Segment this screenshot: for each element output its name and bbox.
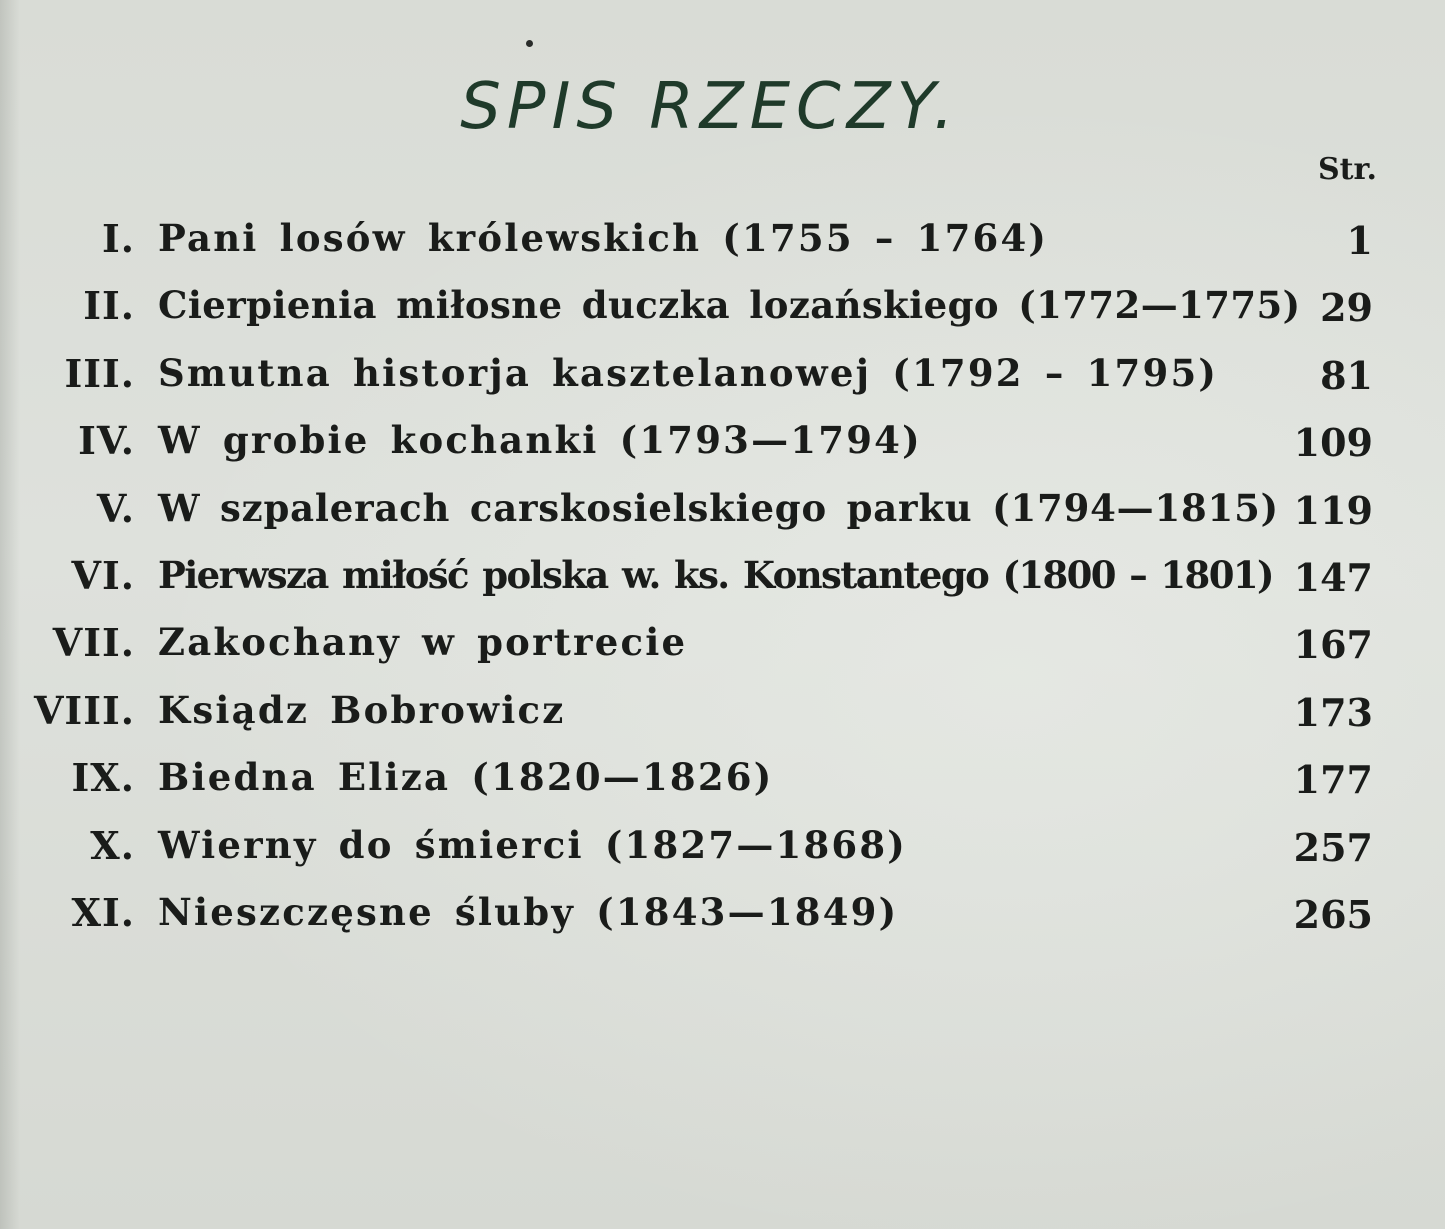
chapter-page-number: 109	[1293, 420, 1373, 466]
chapter-numeral: VIII.	[33, 687, 135, 733]
chapter-page-number: 1	[1346, 218, 1373, 263]
chapter-title: Cierpienia miłosne duczka lozańskiego (1772—1775)	[158, 283, 1301, 328]
ornament-dot	[526, 40, 533, 47]
toc-entry	[0, 682, 1445, 749]
toc-entry	[0, 547, 1445, 614]
toc-entry	[0, 210, 1445, 277]
toc-entry	[0, 480, 1445, 547]
chapter-page-number: 257	[1293, 824, 1373, 870]
table-of-contents	[0, 210, 1445, 951]
chapter-title: Smutna historja kasztelanowej (1792 – 1795)	[158, 350, 1219, 395]
toc-entry	[0, 345, 1445, 412]
toc-entry	[0, 412, 1445, 479]
chapter-page-number: 147	[1293, 554, 1373, 600]
chapter-numeral: IV.	[78, 418, 135, 464]
chapter-page-number: 29	[1320, 285, 1373, 331]
chapter-page-number: 81	[1320, 352, 1373, 398]
chapter-title: W szpalerach carskosielskiego parku (1794—1815)	[158, 485, 1279, 530]
page-column-label: Str.	[1317, 152, 1377, 187]
page-title: SPIS RZECZY.	[460, 70, 960, 144]
toc-entry	[0, 817, 1445, 884]
chapter-page-number: 265	[1293, 891, 1373, 937]
chapter-title: Pani losów królewskich (1755 – 1764)	[158, 216, 1049, 260]
chapter-numeral: II.	[83, 283, 135, 329]
chapter-page-number: 173	[1293, 689, 1373, 735]
chapter-page-number: 167	[1293, 622, 1373, 668]
chapter-title: Nieszczęsne śluby (1843—1849)	[158, 889, 899, 934]
chapter-numeral: VI.	[71, 552, 135, 598]
toc-entry	[0, 614, 1445, 681]
chapter-numeral: III.	[64, 350, 135, 396]
chapter-numeral: X.	[90, 822, 135, 868]
chapter-numeral: V.	[96, 485, 135, 531]
chapter-page-number: 177	[1293, 757, 1373, 803]
chapter-title: Zakochany w portrecie	[158, 620, 688, 665]
chapter-title: Ksiądz Bobrowicz	[158, 687, 566, 732]
chapter-numeral: IX.	[71, 755, 135, 801]
chapter-title: Pierwsza miłość polska w. ks. Konstantego (1800 – 1801)	[158, 552, 1273, 597]
chapter-title: Biedna Eliza (1820—1826)	[158, 755, 774, 800]
chapter-page-number: 119	[1293, 487, 1373, 533]
toc-entry	[0, 884, 1445, 951]
chapter-numeral: XI.	[71, 889, 135, 935]
toc-entry	[0, 277, 1445, 344]
chapter-title: W grobie kochanki (1793—1794)	[158, 418, 922, 463]
chapter-title: Wierny do śmierci (1827—1868)	[158, 822, 908, 867]
toc-entry	[0, 749, 1445, 816]
chapter-numeral: I.	[101, 216, 135, 261]
chapter-numeral: VII.	[52, 620, 135, 666]
